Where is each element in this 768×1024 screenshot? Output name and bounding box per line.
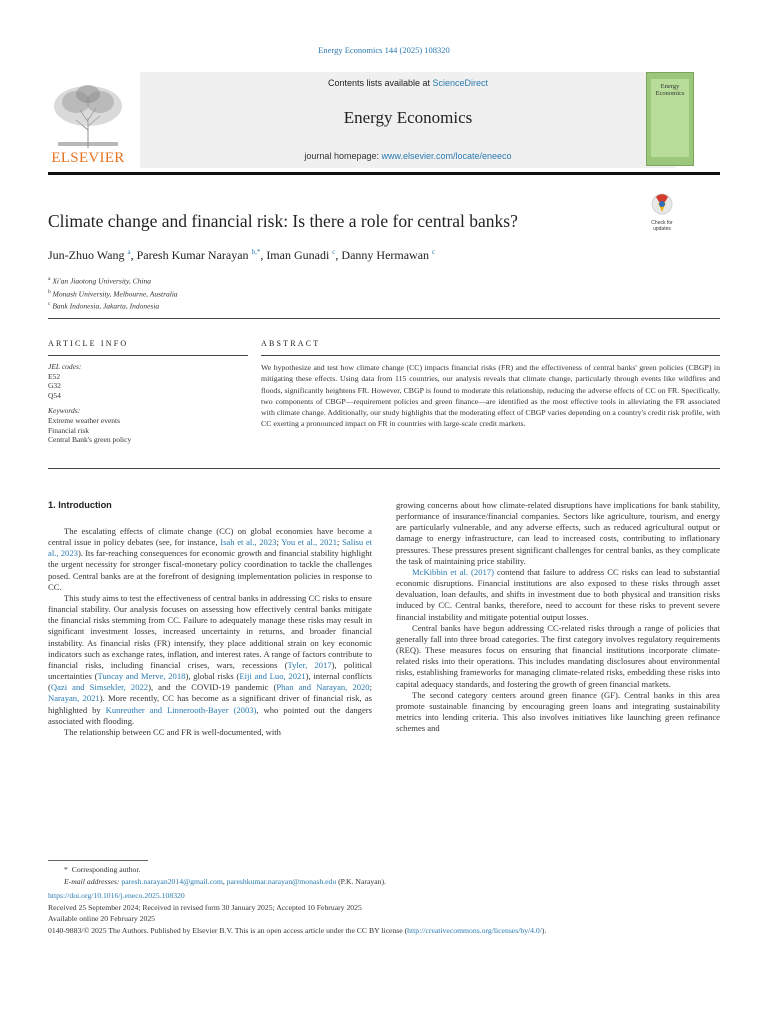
citation-link[interactable]: Tuncay and Merve, 2018 — [97, 671, 186, 682]
author-affil-link[interactable]: c — [332, 248, 336, 256]
citation-link[interactable]: Narayan, 2021 — [48, 693, 100, 704]
journal-reference[interactable]: Energy Economics 144 (2025) 108320 — [318, 45, 450, 55]
crossmark-line-2: updates — [653, 226, 671, 232]
abstract-text: We hypothesize and test how climate change (CC) impacts financial risks (FR) and the effectiveness of central banks' green policies (CBGP) in mitigating these effects. Using data from 115 countries, our analysis reveals that climate change, particularly through events like wildfires and floods, significantly heightens FR. However, CBGP is found to moderate this relationship, reducing the adverse effects of CC on FR. Specifically, two components of CBGP—requirement policies and green finance—are identified as the most effective tools in alleviating the FR associated with climate change. Additionally, our study highlights that the moderating effect of CBGP varies depending on a country's credit risk profile, with CC exerting a pronounced impact on FR in countries with large-scale credit markets. — [261, 363, 720, 429]
paragraph: The relationship between CC and FR is well-documented, with — [64, 726, 281, 737]
jel-code: Q54 — [48, 390, 61, 400]
affiliation-item: $^c$ Bank Indonesia, Jakarta, Indonesia — [48, 301, 160, 311]
author-name: Danny Hermawan — [341, 248, 430, 262]
received-dates: Received 25 September 2024; Received in revised form 30 January 2025; Accepted 10 February 2025 — [48, 902, 362, 912]
journal-title: Energy Economics — [343, 108, 473, 127]
corresponding-author-note: * Corresponding author. — [64, 865, 141, 874]
available-online: Available online 20 February 2025 — [48, 914, 156, 923]
author-name: Paresh Kumar Narayan — [136, 248, 249, 262]
email-link[interactable]: pareshkumar.narayan@monash.edu — [226, 876, 337, 886]
citation-link[interactable]: McKibbin et al. (2017) — [412, 566, 494, 577]
header-divider — [48, 172, 720, 175]
journal-homepage-link[interactable]: www.elsevier.com/locate/eneeco — [381, 151, 512, 161]
paragraph: McKibbin et al. (2017) contend that failure to address CC risks can lead to substantial economic disruptions. Financial institutions are also exposed to these risks through asset devaluation, loan defaults, and shifts in investment due to both physical and transition risks induced by CC. Central banks, therefore, need to account for these risks to prevent severe financial instability and mitigate potential output losses. — [396, 566, 720, 622]
doi-link[interactable]: https://doi.org/10.1016/j.eneco.2025.108320 — [48, 891, 185, 900]
cover-title-line-1: Energy — [660, 83, 680, 90]
author-name: Iman Gunadi — [266, 248, 330, 262]
affiliation-item: $^b$ Monash University, Melbourne, Australia — [48, 288, 178, 298]
paragraph: Central banks have begun addressing CC-related risks through a range of policies that generally fall into three broad categories. The first category involves regulatory requirements (REQ). These measures focus on ensuring that financial institutions incorporate climate-related risks into their operations. This includes mandating disclosures about environmental risks, establishing frameworks for managing climate-related risks, embedding these risks into capital adequacy standards, and fostering the growth of green financial markets. — [396, 622, 720, 689]
keywords-label: Keywords: — [48, 406, 81, 416]
footnote-divider — [48, 860, 148, 861]
abstract-label: ABSTRACT — [261, 339, 321, 348]
paragraph: The second category centers around green finance (GF). Central banks in this area promote sustainable financing by encouraging green loans and integrating sustainability metrics into lending criteria. This also involves initiatives like launching green refinance schemes and — [396, 689, 720, 734]
homepage-line: journal homepage: www.elsevier.com/locate/eneeco — [304, 151, 512, 161]
citation-link[interactable]: Kunreuther and Linnerooth-Bayer (2003) — [105, 704, 257, 715]
paragraph: This study aims to test the effectiveness of central banks in addressing CC risks to ensure financial stability. Our analysis focuses on assessing how effectively central banks mitigate the financial risks stemming from CC. Failure to adequately manage these risks may result in significant investment losses, increased uncertainty in returns, and broader financial instability. As financial risks (FR) intensify, they place additional strain on key economic indicators such as exchange rates, inflation, and interest rates. A range of factors contribute to financial risks, including financial crises, wars, recessions (Tyler, 2017), political uncertainties (Tuncay and Merve, 2018), global risks (Eiji and Luo, 2021), internal conflicts (Qazi and Simsekler, 2022), and the COVID-19 pandemic (Phan and Narayan, 2020; Narayan, 2021). More recently, CC has become as a significant driver of financial risk, as highlighted by Kunreuther and Linnerooth-Bayer (2003), who pointed out the dangers associated with flooding. — [48, 592, 373, 726]
citation-link[interactable]: Salisu et al., 2023 — [48, 537, 372, 559]
affiliations — [48, 274, 178, 312]
jel-code: E52 — [48, 371, 61, 381]
citation-link[interactable]: Isah et al., 2023 — [220, 537, 277, 548]
abstract-divider — [261, 355, 720, 356]
contents-line: Contents lists available at ScienceDirect — [327, 78, 489, 88]
author-name: Jun-Zhuo Wang — [48, 248, 125, 262]
article-title: Climate change and financial risk: Is there a role for central banks? — [48, 211, 518, 231]
section-heading-introduction: 1. Introduction — [48, 500, 112, 510]
license-link[interactable]: http://creativecommons.org/licenses/by/4.0/ — [407, 925, 542, 935]
header-center-panel — [140, 72, 676, 168]
keyword: Extreme weather events — [48, 415, 121, 425]
footnotes — [48, 864, 720, 936]
info-top-divider — [48, 318, 720, 319]
sciencedirect-link[interactable]: ScienceDirect — [432, 78, 489, 88]
keyword: Financial risk — [48, 425, 90, 435]
license-line: 0140-9883/© 2025 The Authors. Published by Elsevier B.V. This is an open access article under the CC BY license (http://creativecommons.org/licenses/by/4.0/). — [48, 925, 547, 935]
citation-link[interactable]: Phan and Narayan, 2020 — [276, 682, 370, 693]
abstract-bottom-divider — [48, 468, 720, 469]
citation-link[interactable]: Tyler, 2017 — [287, 659, 332, 670]
article-info-label: ARTICLE INFO — [48, 339, 129, 348]
citation-link[interactable]: You et al., 2021 — [281, 537, 338, 548]
paragraph: The escalating effects of climate change (CC) on global economies have become a central issue in policy debates (see, for instance, Isah et al., 2023; You et al., 2021; Salisu et al., 2023). Its far-reaching consequences for economic growth and financial stability highlight the urgent necessity for stronger fiscal-monetary policy coordination to tackle the challenges posed. Central banks are at the forefront of designing implementation policies in response to CC. — [48, 526, 372, 592]
crossmark-line-1: Check for — [651, 220, 673, 226]
citation-link[interactable]: Qazi and Simsekler, 2022 — [50, 682, 149, 693]
body-column-right — [396, 500, 720, 734]
crossmark-icon — [645, 193, 679, 215]
article-info — [48, 362, 248, 445]
email-addresses: E-mail addresses: paresh.narayan2014@gmail.com, pareshkumar.narayan@monash.edu (P.K. Narayan). — [64, 876, 386, 886]
author-affil-link[interactable]: a — [127, 248, 131, 256]
author-affil-link[interactable]: c — [432, 248, 436, 256]
journal-cover-thumbnail — [646, 72, 694, 166]
citation-link[interactable]: Eiji and Luo, 2021 — [239, 671, 306, 682]
journal-header — [48, 72, 720, 168]
article-info-divider — [48, 355, 248, 356]
check-for-updates-badge[interactable] — [645, 193, 679, 232]
jel-code: G32 — [48, 381, 61, 391]
email-link[interactable]: paresh.narayan2014@gmail.com — [121, 876, 223, 886]
jel-label: JEL codes: — [48, 362, 82, 371]
author-affil-link[interactable]: b,* — [251, 248, 261, 256]
author-list: Jun-Zhuo Wang $^a$, Paresh Kumar Narayan $^{b,*}$, Iman Gunadi $^c$, Danny Hermawan $^c$ — [48, 248, 436, 262]
elsevier-wordmark: ELSEVIER — [51, 150, 125, 166]
keyword: Central Bank's green policy — [48, 435, 132, 445]
paragraph: growing concerns about how climate-related disruptions have implications for bank stability, performance of insurance/financial companies. Sectors like agriculture, tourism, and energy are particularly vulnerable, and any adverse effects, such as reduced agricultural output or damage to energy infrastructure, can lead to increased costs, contributing to inflationary pressures. These pressures present significant challenges for central banks, as they complicate the task of maintaining price stability. — [396, 500, 720, 566]
cover-title-line-2: Economics — [655, 90, 685, 97]
affiliation-item: $^a$ Xi'an Jiaotong University, China — [48, 276, 152, 286]
body-column-left — [48, 526, 372, 738]
